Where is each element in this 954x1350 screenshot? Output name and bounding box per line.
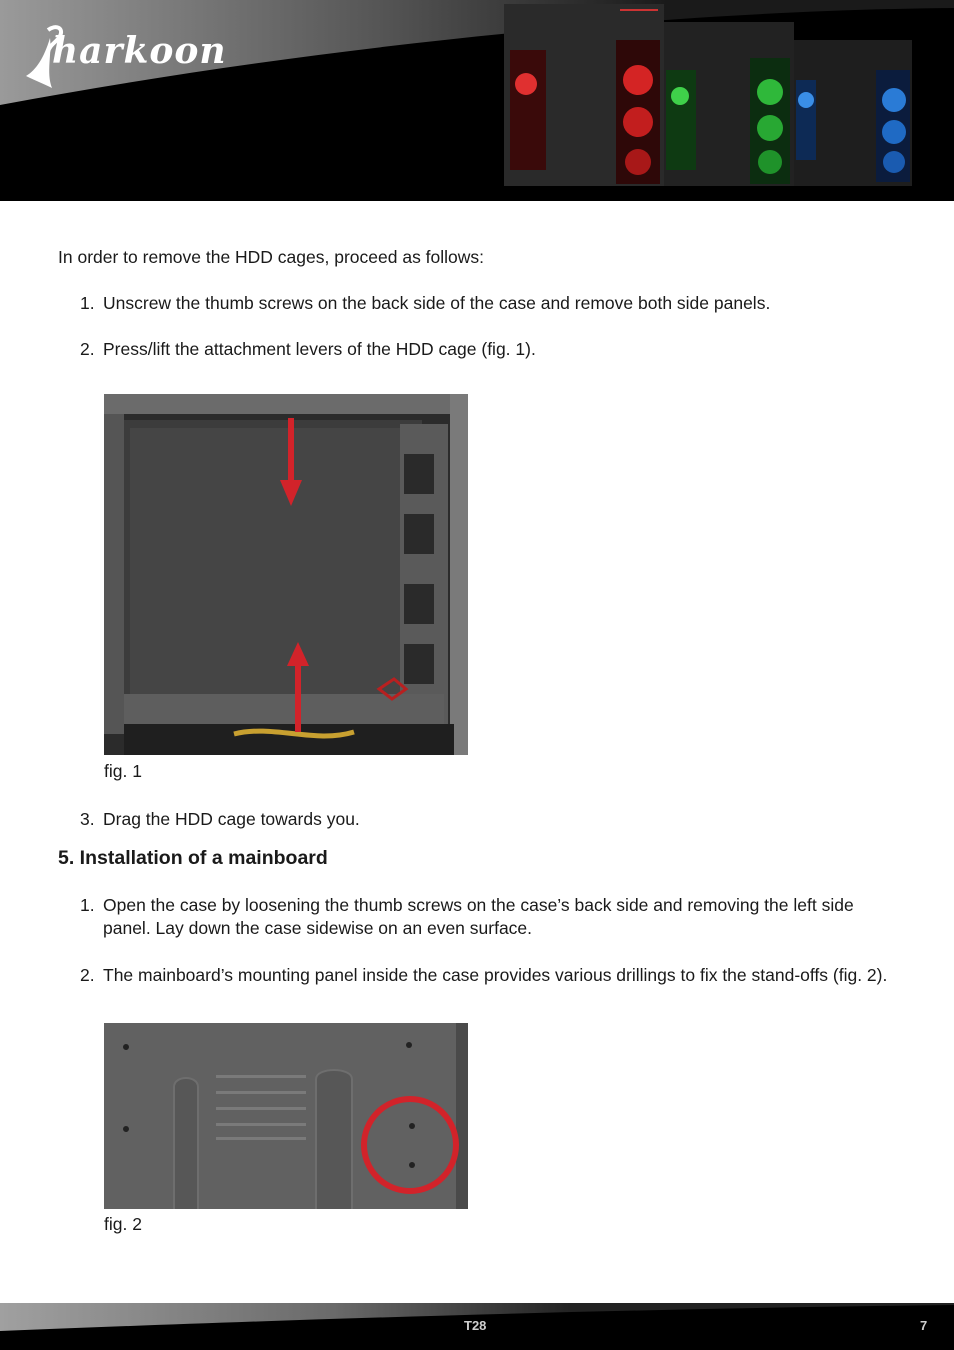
list-text: Drag the HDD cage towards you. [103,809,360,829]
header-banner [0,0,954,201]
list-number: 2. [80,339,95,359]
figure-1-hdd-cage-photo [104,394,468,755]
list-number: 3. [80,809,95,829]
footer-model-name: T28 [464,1318,487,1333]
list-text: Unscrew the thumb screws on the back side of the case and remove both side panels. [103,293,771,313]
intro-text: In order to remove the HDD cages, proceed as follows: [58,247,485,267]
list-text: The mainboard’s mounting panel inside the case provides various drillings to fix the stand-offs (fig. 2). [103,965,888,985]
list-number: 2. [80,965,95,985]
list-text: Press/lift the attachment levers of the HDD cage (fig. 1). [103,339,536,359]
page-number: 7 [920,1318,928,1333]
figure-1-caption: fig. 1 [104,761,142,781]
figure-2-mounting-panel-photo [104,1023,468,1209]
product-cases-image [498,0,918,190]
section-heading: 5. Installation of a mainboard [58,847,328,869]
figure-2-caption: fig. 2 [104,1214,142,1234]
list-number: 1. [80,293,95,313]
list-text: Open the case by loosening the thumb screws on the case’s back side and removing the left side panel. Lay down the case sidewise on an even surface. [103,895,854,938]
brand-wordmark: harkoon [52,30,227,72]
list-number: 1. [80,895,95,915]
